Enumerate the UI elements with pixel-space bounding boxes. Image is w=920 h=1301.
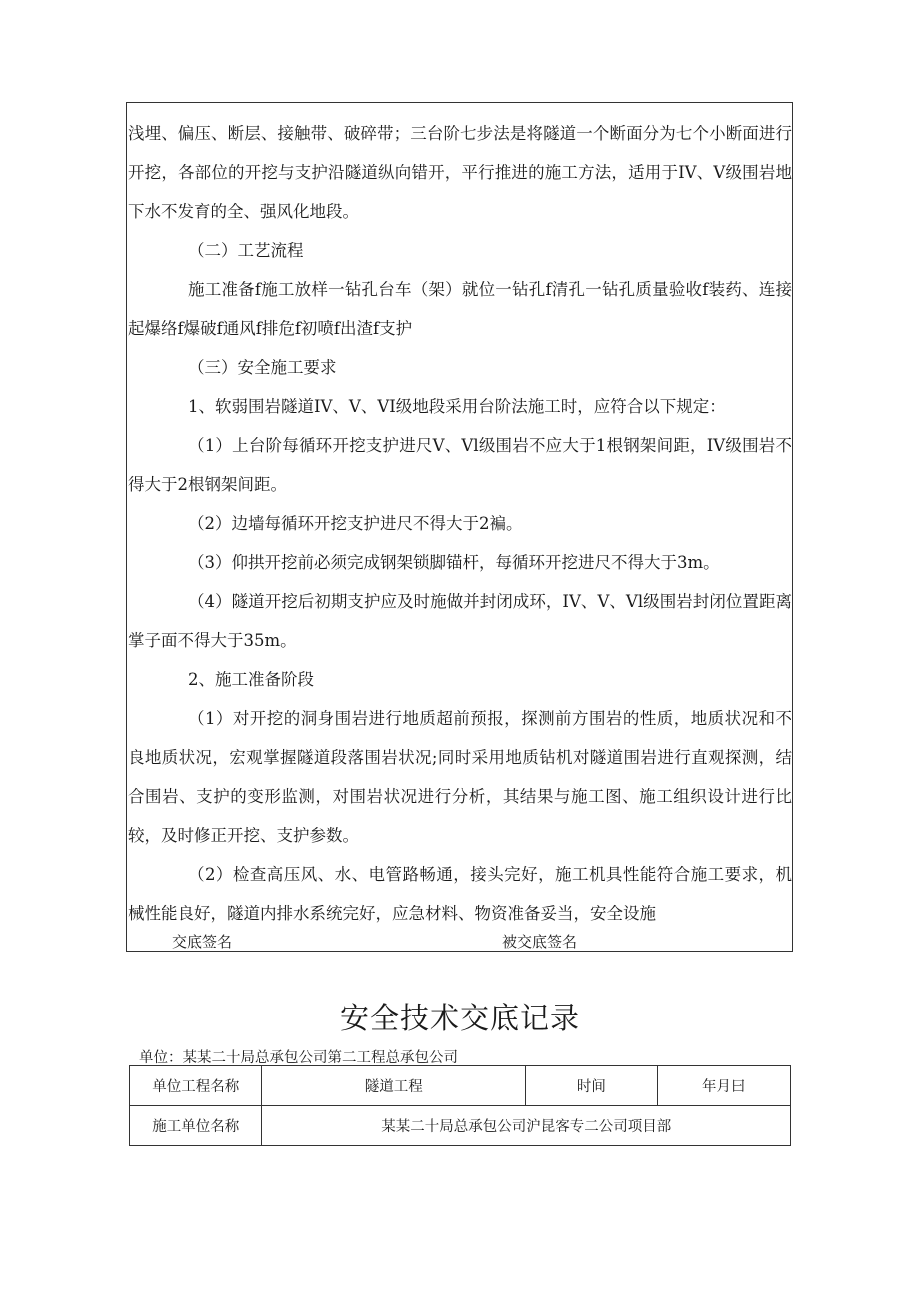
signature-left-label: 交底签名 bbox=[172, 933, 233, 951]
heading-preparation-stage: 2、施工准备阶段 bbox=[188, 670, 314, 689]
heading-safety-requirements: （三）安全施工要求 bbox=[188, 358, 337, 377]
item-prep-2: （2）检查高压风、水、电管路畅通，接头完好，施工机具性能符合施工要求，机械性能良好，隧道内排水系统完好，应急材料、物资准备妥当，安全设施 bbox=[128, 865, 792, 923]
signature-right-label: 被交底签名 bbox=[502, 933, 578, 951]
item-soft-rock-rules: 1、软弱围岩隧道IV、V、VI级地段采用台阶法施工时，应符合以下规定： bbox=[188, 397, 726, 416]
unit-line: 单位：某某二十局总承包公司第二工程总承包公司 bbox=[139, 1050, 458, 1066]
item-rule-3: （3）仰拱开挖前必须完成钢架锁脚锚杆，每循环开挖进尺不得大于3m。 bbox=[188, 553, 720, 572]
paragraph-process-steps: 施工准备f施工放样一钻孔台车（架）就位一钻孔f清孔一钻孔质量验收f装药、连接起爆络f爆破f通风f排危f初喷f出渣f支护 bbox=[128, 280, 792, 338]
table-row bbox=[130, 1066, 791, 1106]
time-value: 年月曰 bbox=[657, 1066, 790, 1106]
page-title: 安全技术交底记录 bbox=[339, 1001, 580, 1035]
item-rule-2: （2）边墙每循环开挖支护进尺不得大于2褊。 bbox=[188, 514, 523, 533]
item-rule-1: （1）上台阶每循环开挖支护进尺V、Vl级围岩不应大于1根钢架间距，IV级围岩不得大于2根钢架间距。 bbox=[128, 436, 792, 494]
table-row bbox=[130, 1106, 791, 1146]
time-label: 时间 bbox=[526, 1066, 657, 1106]
project-name-label: 单位工程名称 bbox=[130, 1066, 262, 1106]
project-name-value: 隧道工程 bbox=[262, 1066, 526, 1106]
paragraph-method-description: 浅埋、偏压、断层、接触带、破碎带；三台阶七步法是将隧道一个断面分为七个小断面进行开挖，各部位的开挖与支护沿隧道纵向错开，平行推进的施工方法，适用于IV、V级围岩地下水不发育的全、强风化地段。 bbox=[128, 124, 792, 221]
item-prep-1: （1）对开挖的洞身围岩进行地质超前预报，探测前方围岩的性质，地质状况和不良地质状况，宏观掌握隧道段落围岩状况;同时采用地质钻机对隧道围岩进行直观探测，结合围岩、支护的变形监测，对围岩状况进行分析，其结果与施工图、施工组织设计进行比较，及时修正开挖、支护参数。 bbox=[128, 709, 792, 845]
contractor-value: 某某二十局总承包公司沪昆客专二公司项目部 bbox=[262, 1106, 791, 1146]
item-rule-4: （4）隧道开挖后初期支护应及时施做并封闭成环，IV、V、Vl级围岩封闭位置距离掌子面不得大于35m。 bbox=[128, 592, 792, 650]
info-table bbox=[129, 1065, 791, 1146]
heading-process-flow: （二）工艺流程 bbox=[188, 241, 304, 260]
contractor-label: 施工单位名称 bbox=[130, 1106, 262, 1146]
